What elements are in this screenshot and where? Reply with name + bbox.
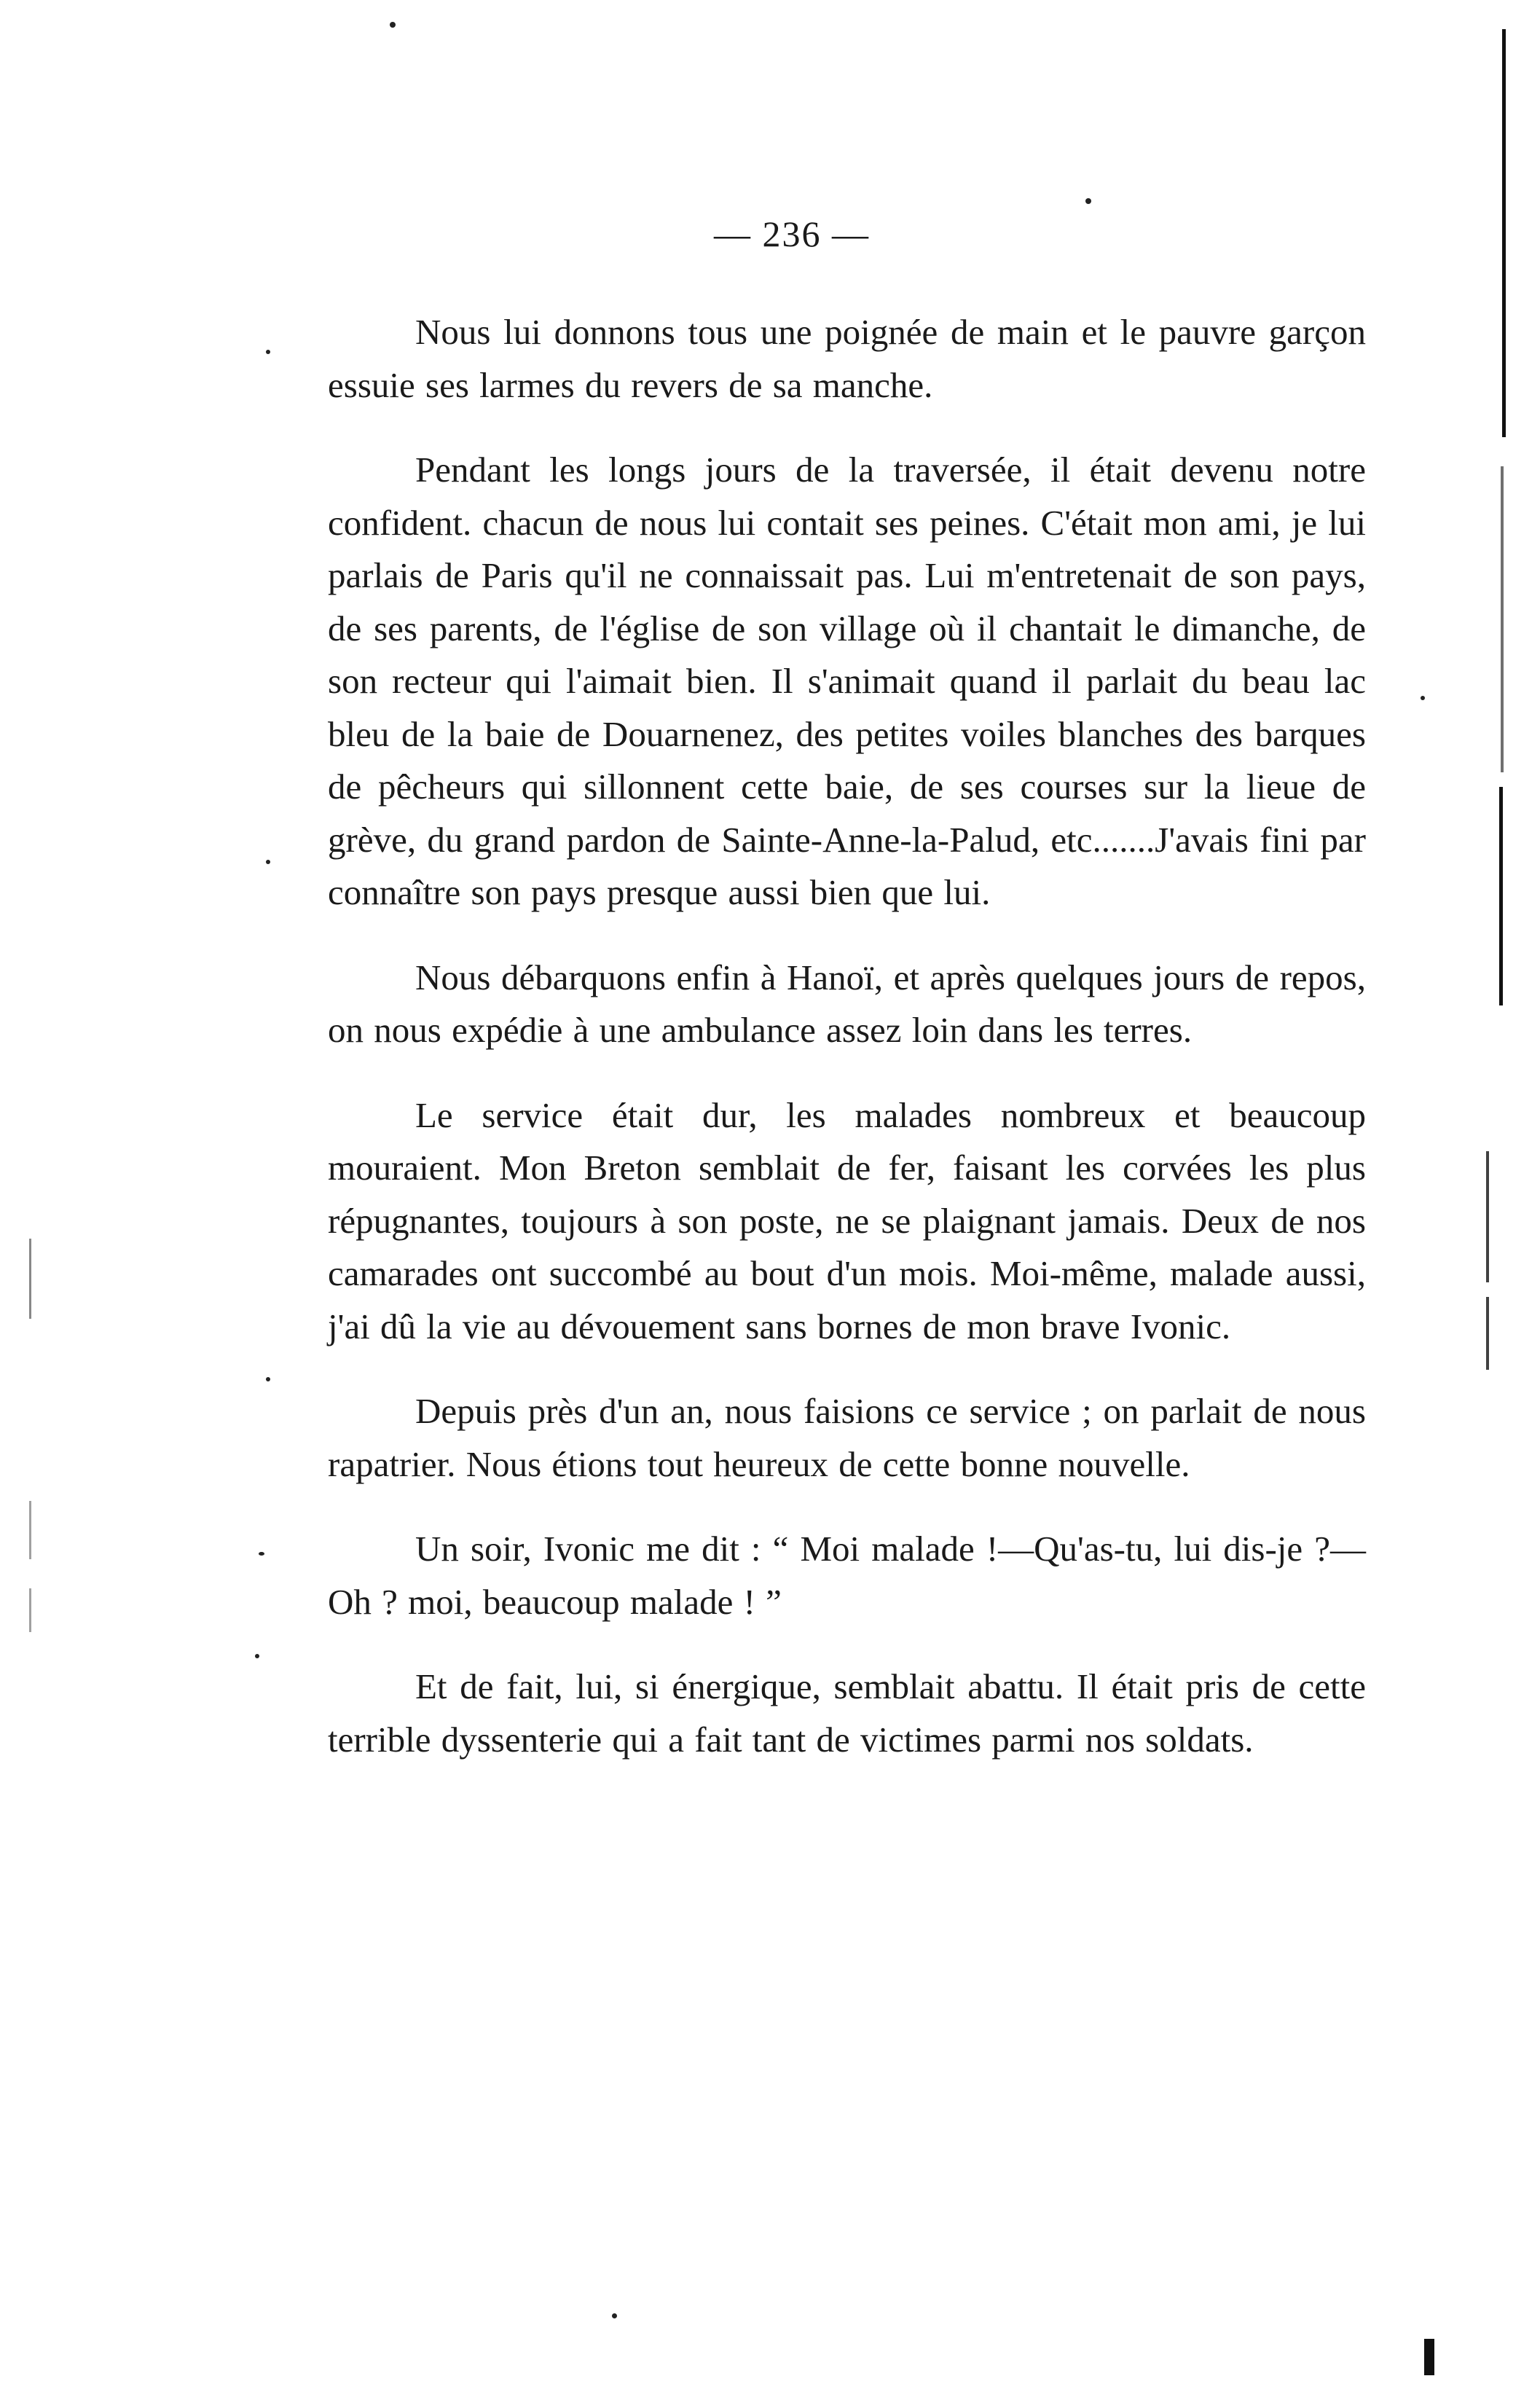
scan-speck (259, 1552, 264, 1556)
paragraph: Nous débarquons enfin à Hanoï, et après quelques jours de repos, on nous expédie à une ambulance assez loin dans les terres. (328, 957, 1366, 1050)
paragraph: Un soir, Ivonic me dit : “ Moi malade !—Qu'as-tu, lui dis-je ?—Oh ? moi, beaucoup malade ! ” (328, 1529, 1366, 1622)
paragraph: Nous lui donnons tous une poignée de main et le pauvre garçon essuie ses larmes du revers de sa manche. (328, 312, 1366, 405)
paragraph: Pendant les longs jours de la traversée, il était devenu notre confident. chacun de nous lui contait ses peines. C'était mon ami, je lui parlais de Paris qu'il ne connaissait pas. Lui m'entretenait de son pays, de ses parents, de l'église de son village où il chantait le dimanche, de son recteur qui l'aimait bien. Il s'animait quand il parlait du beau lac bleu de la baie de Douarnenez, des petites voiles blanches des barques de pêcheurs qui sillonnent cette baie, de ses courses sur la lieue de grève, du grand pardon de Sainte-Anne-la-Palud, etc.......J'avais fini par connaître son pays presque aussi bien que lui. (328, 450, 1366, 912)
scan-edge-line (1499, 787, 1503, 1005)
scan-edge-line (29, 1239, 31, 1319)
scan-speck (266, 860, 270, 864)
scan-edge-line (1501, 466, 1504, 772)
scan-edge-line (29, 1501, 31, 1559)
scan-speck (266, 350, 270, 354)
paragraph: Et de fait, lui, si énergique, semblait abattu. Il était pris de cette terrible dyssenterie qui a fait tant de victimes parmi nos soldats. (328, 1666, 1366, 1760)
scan-speck (255, 1654, 259, 1658)
paragraph: Le service était dur, les malades nombreux et beaucoup mouraient. Mon Breton semblait de fer, faisant les corvées les plus répugnantes, toujours à son poste, ne se plaignant jamais. Deux de nos camarades ont succombé au bout d'un mois. Moi-même, malade aussi, j'ai dû la vie au dévouement sans bornes de mon brave Ivonic. (328, 1094, 1366, 1346)
scan-edge-line (1486, 1297, 1489, 1370)
paragraph: Depuis près d'un an, nous faisions ce service ; on parlait de nous rapatrier. Nous étions tout heureux de cette bonne nouvelle. (328, 1391, 1366, 1484)
body-text (328, 306, 1366, 1766)
scan-speck (1085, 198, 1091, 204)
page-number: — 236 — (714, 213, 870, 254)
scan-speck (390, 22, 396, 28)
scan-speck (612, 2313, 617, 2318)
scan-edge-line (1424, 2339, 1434, 2375)
scan-speck (1421, 696, 1425, 700)
scan-edge-line (1486, 1151, 1489, 1282)
scan-speck (266, 1377, 270, 1381)
scan-edge-line (29, 1588, 31, 1632)
